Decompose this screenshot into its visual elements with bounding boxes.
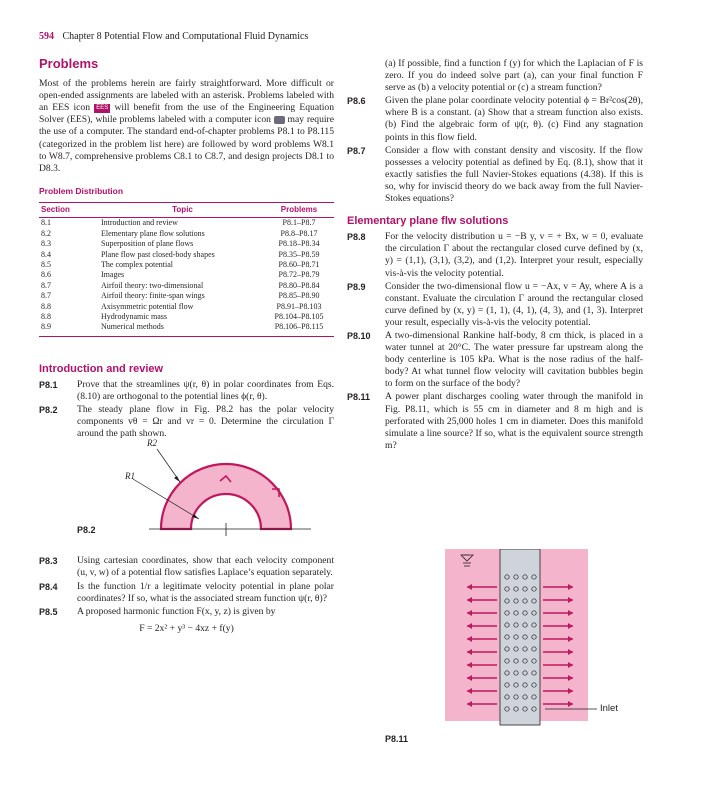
problem-text: (a) If possible, find a function f (y) for which the Laplacian of F is zero. If you do indeed solve part (a), can your final function F serve as (b) a velocity potential or (c) a stream function? (385, 58, 643, 94)
fig82-label-r1: R1 (125, 471, 135, 482)
table-row (39, 250, 334, 260)
section-cell: 8.7 (41, 280, 51, 290)
section-cell: 8.8 (41, 312, 51, 321)
page-header (39, 31, 308, 42)
running-title: Chapter 8 Potential Flow and Computational Fluid Dynamics (62, 31, 309, 42)
problems-cell: P8.60–P8.71 (278, 259, 320, 269)
problems-cell: P8.35–P8.59 (278, 249, 320, 259)
problem-number: P8.6 (347, 96, 366, 107)
problem-text: Consider a flow with constant density and viscosity. If the flow possesses a velocity potential as defined by Eq. (8.1), show that it exactly satisfies the full Navier-Stokes equations (4.38). If this is so, why for inviscid theory do we back away from the full Navier-Stokes equations? (385, 144, 643, 205)
col-header-topic: Topic (101, 202, 264, 217)
problem-p8-6 (347, 95, 643, 143)
problems-cell: P8.18–P8.34 (278, 239, 320, 249)
problem-number: P8.2 (39, 405, 58, 416)
problem-number: P8.5 (39, 606, 58, 617)
table-row (39, 270, 334, 280)
figure-p8-2 (39, 438, 334, 541)
section-cell: 8.9 (39, 322, 101, 336)
problems-cell: P8.85–P8.90 (278, 291, 320, 301)
problem-number: P8.1 (39, 379, 58, 390)
problem-text: Prove that the streamlines ψ(r, θ) in polar coordinates from Eqs. (8.10) are orthogonal to the potential lines ϕ(r, θ). (77, 378, 334, 402)
problem-text: Consider the two-dimensional flow u = −Ax, v = Ay, where A is a constant. Evaluate the circulation Γ around the rectangular closed curve defined by (x, y) = (1, 1), (4, 1), (4, 3), and (1, 3). Interpret your result, especially vis-à-vis the velocity potential. (385, 280, 643, 328)
figure-p8-2-caption: P8.2 (77, 525, 96, 536)
fig82-label-r2: R2 (147, 438, 157, 449)
fig811-inlet-label: Inlet (600, 703, 618, 714)
figure-p8-11 (445, 549, 645, 729)
intro-paragraph (39, 78, 334, 175)
problem-p8-11 (347, 391, 643, 451)
problem-number: P8.10 (347, 330, 371, 341)
problems-cell: P8.106–P8.115 (264, 322, 334, 336)
problem-number: P8.11 (347, 392, 371, 403)
problem-text: A two-dimensional Rankine half-body, 8 cm thick, is placed in a water tunnel at 20°C. The water pressure far upstream along the body centerline is 105 kPa. What is the nose radius of the half-body? At what tunnel flow velocity will cavitation bubbles begin to form on the surface of the body? (385, 329, 643, 390)
problem-p8-8 (347, 231, 643, 279)
topic-cell: Airfoil theory: finite-span wings (101, 291, 205, 301)
distribution-heading: Problem Distribution (39, 185, 124, 196)
problem-p8-2 (39, 404, 334, 440)
problem-text: A proposed harmonic function F(x, y, z) is given by (77, 605, 276, 617)
problem-p8-10 (347, 330, 643, 390)
topic-cell: Elementary plane flow solutions (101, 228, 205, 238)
table-row (39, 322, 334, 336)
intro-text-b: will benefit from the use of the Engineering Equation Solver (EES), while problems labeled with a computer icon (39, 102, 334, 126)
elementary-flow-heading: Elementary plane flw solutions (347, 215, 509, 228)
section-cell: 8.1 (41, 218, 51, 228)
section-cell: 8.7 (41, 291, 51, 301)
problem-text: Given the plane polar coordinate velocity potential ϕ = Br²cos(2θ), where B is a constant. (a) Show that a stream function also exists. (b) Find the algebraic form of ψ(r, θ). (c) Find any stagnation points in this flow field. (385, 95, 643, 143)
figure-p8-11-caption: P8.11 (385, 734, 409, 744)
problems-cell: P8.72–P8.79 (278, 270, 320, 280)
problem-number: P8.4 (39, 581, 58, 592)
problem-distribution-table (39, 202, 334, 337)
problems-cell: P8.8–P8.17 (280, 228, 318, 238)
problem-p8-3 (39, 555, 334, 579)
col-header-section: Section (39, 202, 101, 217)
problem-text: For the velocity distribution u = −B y, v = + Bx, w = 0, evaluate the circulation Γ about the rectangular closed curve defined by (x, y) = (1,1), (3,1), (3,2), and (1,2). Interpret your result, especially vis-à-vis the velocity potential. (385, 231, 643, 279)
problem-number: P8.3 (39, 556, 58, 567)
section-cell: 8.8 (41, 301, 51, 311)
table-row (39, 239, 334, 249)
problem-p8-9 (347, 281, 643, 329)
problem-p8-5-continued (347, 58, 643, 94)
table-row (39, 229, 334, 239)
problem-text: The steady plane flow in Fig. P8.2 has the polar velocity components vθ = Ωr and vr = 0. Determine the circulation Γ around the path shown. (77, 404, 334, 440)
problem-p8-1 (39, 379, 334, 403)
table-row (39, 260, 334, 270)
problem-text: A power plant discharges cooling water through the manifold in Fig. P8.11, which is 55 cm in diameter and 8 m high and is perforated with 25,000 holes 1 cm in diameter. Does this manifold simulate a line source? If so, what is the equivalent source strength m? (385, 391, 643, 451)
intro-text-c: may require the use of a computer. The standard end-of-chapter problems P8.1 to P8.115 (categorized in the problem list here) are followed by word problems W8.1 to W8.7, comprehensive problems C8.1 to C8.7, and design projects D8.1 to D8.3. (39, 114, 334, 174)
topic-cell: The complex potential (101, 259, 173, 269)
topic-cell: Numerical methods (101, 322, 264, 336)
section-cell: 8.4 (41, 249, 51, 259)
figure-p8-11-drawing (445, 549, 645, 729)
equation-p8-5: F = 2x² + y³ − 4xz + f(y) (139, 622, 234, 634)
intro-review-heading: Introduction and review (39, 362, 164, 375)
problem-p8-5 (39, 606, 334, 618)
problems-cell: P8.104–P8.105 (274, 312, 324, 321)
problems-cell: P8.1–P8.7 (282, 218, 316, 228)
problem-text: Is the function 1/r a legitimate velocity potential in plane polar coordinates? If so, what is the associated stream function ψ(r, θ)? (77, 580, 334, 604)
problems-cell: P8.80–P8.84 (278, 280, 320, 290)
table-row (39, 291, 334, 301)
right-column (347, 58, 643, 453)
section-cell: 8.2 (41, 228, 51, 238)
intro-text-a: Most of the problems herein are fairly straightforward. More difficult or open-ended assignments are labeled with an asterisk. Problems labeled with an EES icon (39, 78, 334, 114)
table-row (39, 312, 334, 322)
topic-cell: Superposition of plane flows (101, 239, 194, 249)
topic-cell: Images (101, 270, 125, 280)
topic-cell: Hydrodynamic mass (101, 312, 167, 321)
topic-cell: Axisymmetric potential flow (101, 301, 194, 311)
problems-cell: P8.91–P8.103 (276, 301, 322, 311)
problem-p8-4 (39, 581, 334, 605)
problems-heading: Problems (39, 56, 99, 71)
col-header-problems: Problems (264, 202, 334, 217)
computer-icon (274, 116, 285, 124)
table-row (39, 302, 334, 312)
problem-number: P8.8 (347, 232, 366, 243)
page-number: 594 (39, 31, 54, 42)
problem-text: Using cartesian coordinates, show that each velocity component (u, v, w) of a potential flow satisfies Laplace’s equation separately. (77, 555, 334, 579)
left-column (39, 58, 334, 635)
table-row (39, 281, 334, 291)
problem-number: P8.7 (347, 145, 366, 156)
ees-icon: EES (96, 104, 109, 111)
problem-number: P8.9 (347, 281, 366, 292)
topic-cell: Airfoil theory: two-dimensional (101, 280, 204, 290)
section-cell: 8.5 (41, 259, 51, 269)
section-cell: 8.3 (41, 239, 51, 249)
problem-p8-7 (347, 145, 643, 205)
table-row (39, 218, 334, 229)
topic-cell: Introduction and review (101, 218, 178, 228)
section-cell: 8.6 (41, 270, 51, 280)
topic-cell: Plane flow past closed-body shapes (101, 249, 215, 259)
